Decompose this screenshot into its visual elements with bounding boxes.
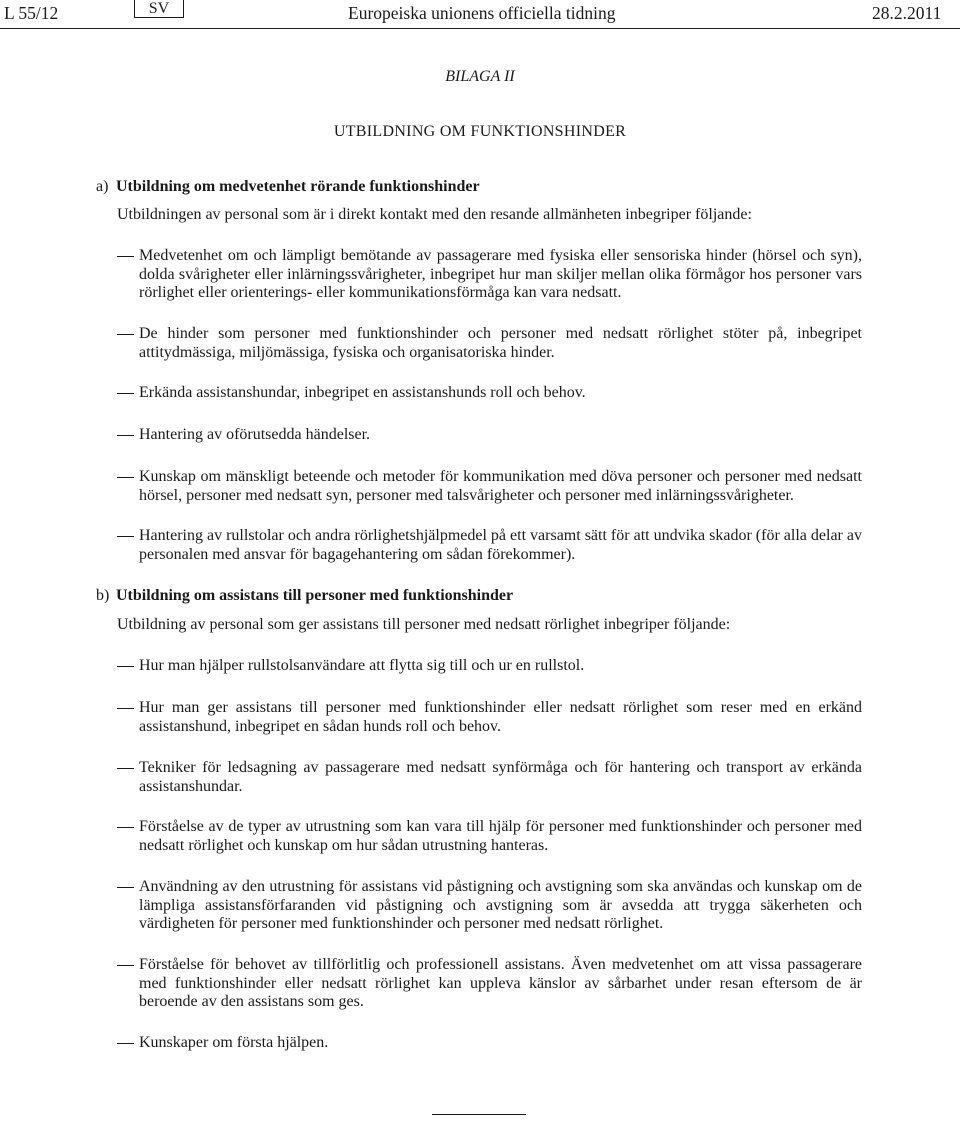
page-reference: L 55/12 — [4, 3, 59, 23]
list-item — [117, 468, 862, 505]
dash-marker — [117, 768, 134, 769]
list-item — [117, 657, 862, 676]
journal-name: Europeiska unionens officiella tidning — [348, 3, 616, 23]
language-badge — [134, 0, 184, 18]
list-item — [117, 1034, 862, 1053]
section-title: Utbildning om assistans till personer med funktionshinder — [116, 587, 514, 604]
list-item — [117, 818, 862, 855]
list-item — [117, 759, 862, 796]
dash-marker — [117, 435, 134, 436]
list-item — [117, 384, 862, 403]
list-item-text: Kunskaper om första hjälpen. — [139, 1034, 329, 1051]
dash-marker — [117, 393, 134, 394]
list-item — [117, 325, 862, 362]
list-item-text: Förståelse för behovet av tillförlitlig och professionell assistans. Även medvetenhet om att vissa passagerare med funktionshinder eller nedsatt rörlighet kan uppleva känslor av sårbarhet under resan eftersom de är beroende av den assistans som ges. — [139, 956, 862, 1010]
list-item — [117, 878, 862, 934]
list-item-text: Kunskap om mänskligt beteende och metoder för kommunikation med döva personer och personer med nedsatt hörsel, personer med nedsatt syn, personer med talsvårigheter och personer med inlärningssvårigheter. — [139, 468, 862, 504]
dash-marker — [117, 666, 134, 667]
list-item — [117, 956, 862, 1012]
dash-marker — [117, 887, 134, 888]
section-label: b) — [96, 587, 110, 604]
list-item-text: Hantering av oförutsedda händelser. — [139, 426, 371, 443]
dash-marker — [117, 334, 134, 335]
list-item — [117, 426, 862, 445]
document-title: UTBILDNING OM FUNKTIONSHINDER — [333, 123, 627, 140]
list-item-text: De hinder som personer med funktionshinder och personer med nedsatt rörlighet stöter på, inbegripet attitydmässiga, miljömässiga, fysiska och organisatoriska hinder. — [139, 325, 862, 361]
list-item-text: Förståelse av de typer av utrustning som kan vara till hjälp för personer med funktionshinder och personer med nedsatt rörlighet och kunskap om hur sådan utrustning hanteras. — [139, 818, 862, 854]
list-item-text: Erkända assistanshundar, inbegripet en assistanshunds roll och behov. — [139, 384, 586, 401]
list-item-text: Hantering av rullstolar och andra rörlighetshjälpmedel på ett varsamt sätt för att undvika skador (för alla delar av personalen med ansvar för bagagehantering om sådan förekommer). — [139, 527, 862, 563]
list-item-text: Hur man ger assistans till personer med funktionshinder eller nedsatt rörlighet som reser med en erkänd assistanshund, inbegripet en sådan hunds roll och behov. — [139, 699, 862, 735]
end-rule — [432, 1114, 526, 1115]
dash-marker — [117, 256, 134, 257]
section-intro: Utbildningen av personal som är i direkt kontakt med den resande allmänheten inbegriper följande: — [117, 206, 752, 223]
list-item-text: Medvetenhet om och lämpligt bemötande av passagerare med fysiska eller sensoriska hinder (hörsel och syn), dolda svårigheter eller inlärningssvårigheter, inbegripet hur man skiljer mellan olika förmågor hos personer vars rörlighet eller orienterings- eller kommunikationsförmåga kan vara nedsatt. — [139, 247, 862, 301]
dash-marker — [117, 536, 134, 537]
section-heading-a — [96, 178, 480, 196]
dash-marker — [117, 827, 134, 828]
page-header — [0, 0, 960, 28]
annex-label: BILAGA II — [445, 68, 515, 85]
publication-date: 28.2.2011 — [872, 3, 942, 23]
list-item-text: Tekniker för ledsagning av passagerare med nedsatt synförmåga och för hantering och transport av erkända assistanshundar. — [139, 759, 862, 795]
section-heading-b — [96, 587, 513, 605]
language-code: SV — [148, 0, 170, 17]
section-label: a) — [96, 178, 109, 195]
header-rule — [0, 28, 960, 29]
dash-marker — [117, 708, 134, 709]
list-item-text: Hur man hjälper rullstolsanvändare att flytta sig till och ur en rullstol. — [139, 657, 585, 674]
list-item-text: Användning av den utrustning för assistans vid påstigning och avstigning som ska användas och kunskap om de lämpliga assistansförfaranden vid påstigning och avstigning som är avsedda att trygga säkerheten och värdigheten för personer med funktionshinder och personer med nedsatt rörlighet. — [139, 878, 862, 932]
list-item — [117, 699, 862, 736]
dash-marker — [117, 1043, 134, 1044]
section-intro: Utbildning av personal som ger assistans till personer med nedsatt rörlighet inbegriper följande: — [117, 616, 731, 633]
section-title: Utbildning om medvetenhet rörande funktionshinder — [116, 178, 480, 195]
list-item — [117, 247, 862, 303]
list-item — [117, 527, 862, 564]
dash-marker — [117, 965, 134, 966]
dash-marker — [117, 477, 134, 478]
